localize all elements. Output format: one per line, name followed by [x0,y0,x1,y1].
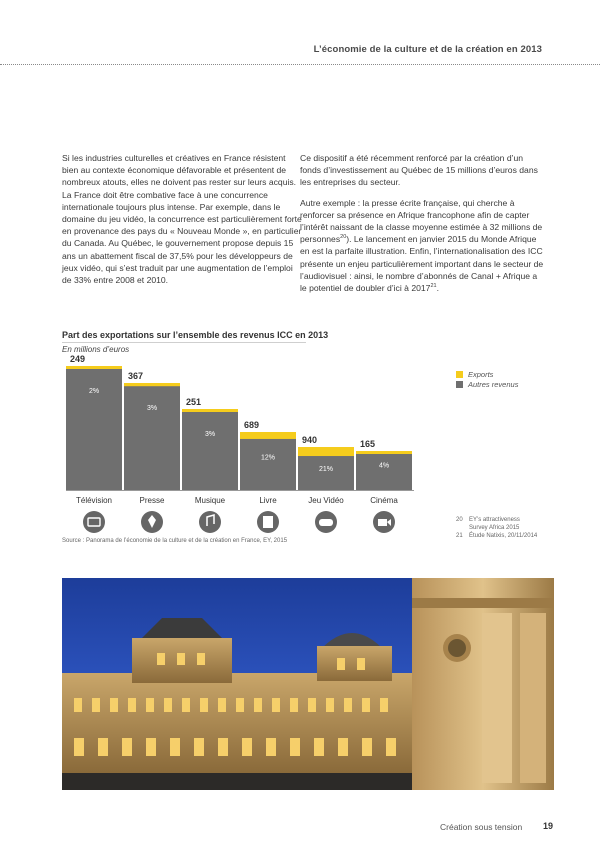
bar-export-pct-label: 3% [146,405,158,413]
body-column-right [300,152,546,302]
paragraph: Autre exemple : la presse écrite française, qui cherche à renforcer sa présence en Afrique francophone afin de capter l’intérêt naissant de la classe moyenne estimée à 32 millions de personnes$^{20}$). Le lancement en janvier 2015 du Monde Afrique en est la parfaite illustration. Enfin, l’internationalisation des ICC présente un enjeu particulièrement important dans le secteur de l’audiovisuel : ainsi, le nombre d’abonnés de Canal + Afrique a le potentiel de doubler d’ici à 2017$^{21}$. [300,197,544,294]
legend-swatch-other [456,381,463,388]
category-label: Cinéma [370,496,398,505]
footnote-ref-20: 20 [340,234,347,241]
category-label: Musique [194,496,226,505]
bar-export-pct-label: 12% [260,454,276,462]
footnote-ref-21: 21 [430,283,437,290]
bar-other-télévision [66,366,122,490]
book-icon-glyph [263,516,273,528]
footer-label: Création sous tension [440,822,523,832]
category-label: Presse [139,496,165,505]
paragraph: Si les industries culturelles et créatives en France résistent bien au contexte économique défavorable et présentent de nombreux atouts, elles ne doivent pas rester sur leurs acquis. La France doit être combative face à une concurrence internationale toujours plus intense. Par exemple, dans le domaine du jeu vidéo, la concurrence est particulièrement forte en provenance des pays du « Nouveau Monde », en particulier du Canada. Au Québec, le gouvernement propose depuis 15 ans un abattement fiscal de 37,5% pour les développeurs de jeux vidéo, qui s’est traduit par une augmentation de l’emploi de 33% entre 2008 et 2010. [62,153,302,286]
bar-other-cinéma [356,451,412,490]
page-number: 19 [543,821,554,831]
bar-total-label: 251 [186,397,202,407]
bar-other-musique [182,409,238,490]
bar-export-pct-label: 2% [88,388,100,395]
bar-export-pct-label: 21% [318,466,334,474]
category-label: Livre [259,496,277,505]
bar-exports-jeu-vidéo [298,447,354,456]
film-camera-icon-glyph [378,519,387,526]
legend-item-exports: Exports [456,370,493,379]
bar-total-label: 249 [70,354,86,364]
bar-export-pct-label: 3% [204,431,216,438]
bar-exports-livre [240,432,296,439]
running-header-title: L’économie de la culture et de la création en 2013 [313,44,542,55]
bar-total-label: 689 [244,420,260,430]
exports-bar-chart [60,350,420,536]
bar-total-label: 940 [302,435,318,445]
body-column-left [62,152,302,294]
bar-exports-presse [124,383,180,386]
chart-source: Source : Panorama de l’économie de la culture et de la création en France, EY, 2015 [62,538,288,544]
chart-title-rule [62,342,306,343]
chart-unit-label: En millions d’euros [62,345,130,354]
legend-swatch-exports [456,371,463,378]
header-dotted-rule [0,64,600,65]
bar-exports-musique [182,409,238,412]
category-label: Télévision [75,496,113,505]
bar-export-pct-label: 4% [378,462,390,470]
louvre-photo [62,578,554,790]
chart-title: Part des exportations sur l’ensemble des revenus ICC en 2013 [62,330,329,340]
footnote-21: 21 Étude Natixis, 20/11/2014 [456,533,538,539]
music-icon [199,511,221,533]
legend-item-other: Autres revenus [456,380,518,389]
bar-total-label: 165 [360,439,376,449]
bar-exports-télévision [66,366,122,369]
footnote-20: 20 EY’s attractiveness Survey Africa 2015 [456,517,520,531]
tv-icon [83,511,105,533]
paragraph: Ce dispositif a été récemment renforcé par la création d’un fonds d’investissement au Québec de 15 millions d’euros dans les entreprises du secteur. [300,153,538,188]
category-label: Jeu Vidéo [308,496,344,505]
bar-total-label: 367 [128,371,144,381]
bar-other-presse [124,383,180,490]
bar-exports-cinéma [356,451,412,454]
gamepad-icon-glyph [319,519,333,526]
